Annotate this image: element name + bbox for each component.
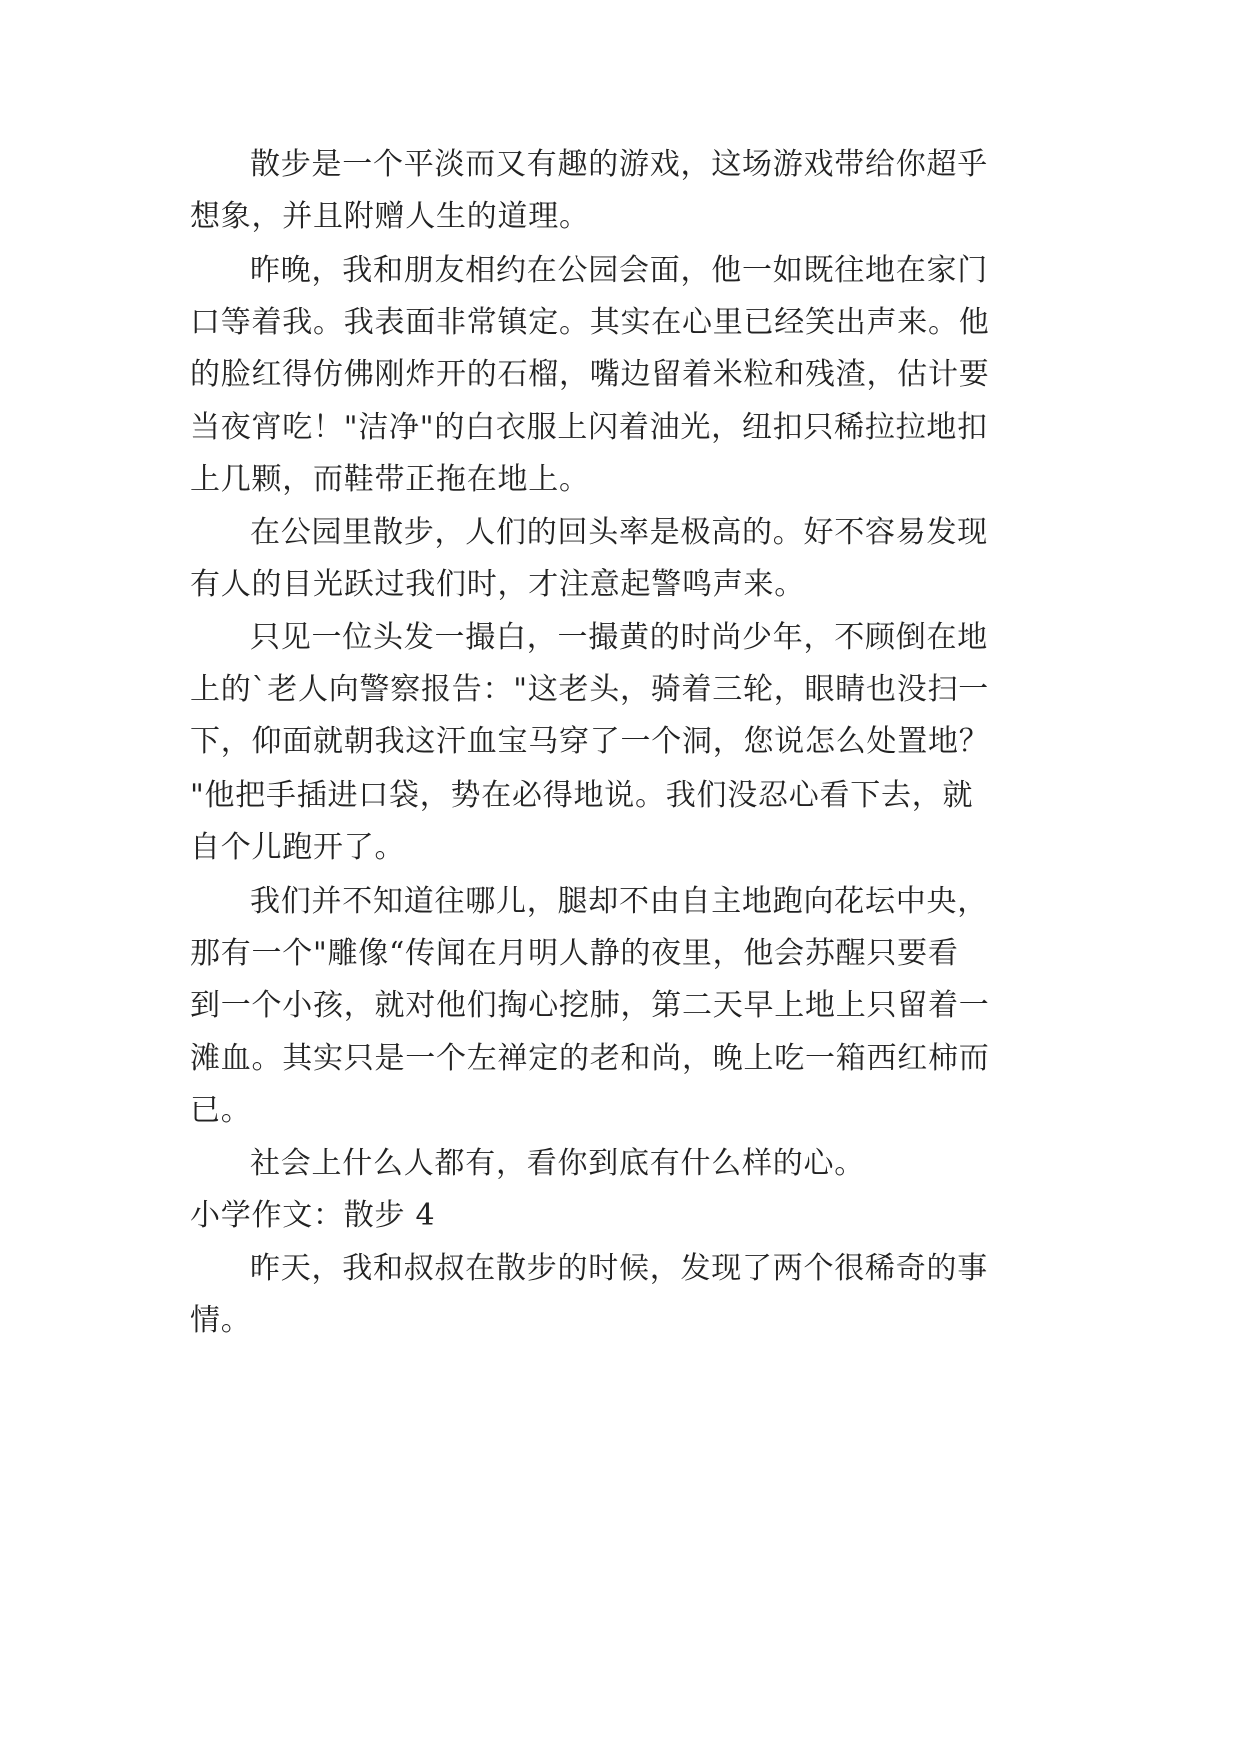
text-line: 下，仰面就朝我这汗血宝马穿了一个洞，您说怎么处置地？ <box>190 724 990 759</box>
text-line: 上的`老人向警察报告："这老头，骑着三轮，眼睛也没扫一 <box>190 672 990 707</box>
text-line: 只见一位头发一撮白，一撮黄的时尚少年，不顾倒在地 <box>250 620 988 655</box>
text-line: "他把手插进口袋，势在必得地说。我们没忍心看下去，就 <box>190 778 974 813</box>
text-line: 散步是一个平淡而又有趣的游戏，这场游戏带给你超乎 <box>250 147 988 182</box>
text-line: 已。 <box>190 1093 252 1128</box>
text-line: 上几颗，而鞋带正拖在地上。 <box>190 462 590 497</box>
text-line: 我们并不知道往哪儿，腿却不由自主地跑向花坛中央， <box>250 884 988 919</box>
text-line: 在公园里散步，人们的回头率是极高的。好不容易发现 <box>250 515 988 550</box>
text-line: 有人的目光跃过我们时，才注意起警鸣声来。 <box>190 567 805 602</box>
text-line: 口等着我。我表面非常镇定。其实在心里已经笑出声来。他 <box>190 305 990 340</box>
text-line: 昨晚，我和朋友相约在公园会面，他一如既往地在家门 <box>250 253 988 288</box>
text-line: 那有一个"雕像“传闻在月明人静的夜里，他会苏醒只要看 <box>190 936 959 971</box>
text-line: 滩血。其实只是一个左禅定的老和尚，晚上吃一箱西红柿而 <box>190 1041 990 1076</box>
section-heading: 小学作文：散步 4 <box>190 1198 436 1233</box>
text-line: 想象，并且附赠人生的道理。 <box>190 199 590 234</box>
text-line: 当夜宵吃！"洁净"的白衣服上闪着油光，纽扣只稀拉拉地扣 <box>190 410 988 445</box>
text-line: 情。 <box>190 1303 252 1338</box>
text-line: 到一个小孩，就对他们掏心挖肺，第二天早上地上只留着一 <box>190 988 990 1023</box>
text-line: 自个儿跑开了。 <box>190 830 406 865</box>
text-line: 社会上什么人都有，看你到底有什么样的心。 <box>250 1146 865 1181</box>
text-line: 的脸红得仿佛刚炸开的石榴，嘴边留着米粒和残渣，估计要 <box>190 357 990 392</box>
text-line: 昨天，我和叔叔在散步的时候，发现了两个很稀奇的事 <box>250 1251 988 1286</box>
